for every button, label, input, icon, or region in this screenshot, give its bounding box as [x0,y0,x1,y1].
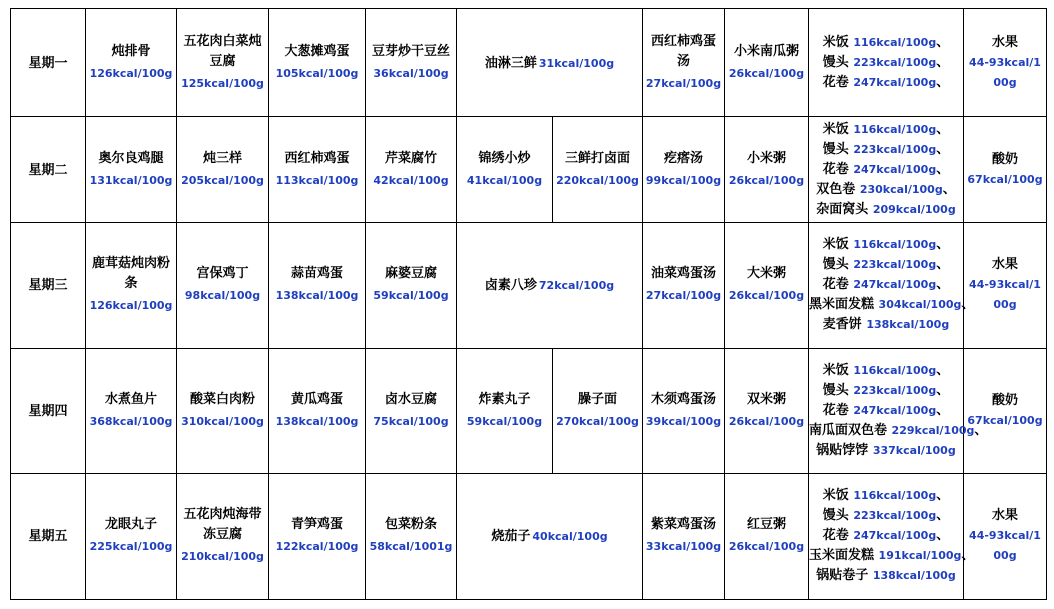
staple-name: 米饭 [822,121,849,137]
staple-item [809,361,963,381]
staple-kcal: 116kcal/100g [853,35,937,49]
staple-name: 馒头 [822,508,849,524]
staple-separator: 、 [961,548,975,564]
dish-cell: 卤素八珍 72kcal/100g [457,223,643,348]
dish-cell: 西红柿鸡蛋汤 27kcal/100g [643,9,725,117]
staple-item [809,315,963,335]
staple-name: 花卷 [822,161,849,177]
staple-item [809,180,963,200]
staple-separator: 、 [936,508,950,524]
dish-cell: 烧茄子 40kcal/100g [457,473,643,599]
dish-cell: 蒜苗鸡蛋 138kcal/100g [269,223,366,348]
dish-cell: 炖排骨 126kcal/100g [86,9,177,117]
dish-cell: 双米粥 26kcal/100g [725,348,809,473]
staple-separator: 、 [936,257,950,273]
staple-kcal: 337kcal/100g [872,443,956,457]
staple-item [809,546,975,566]
staple-item [809,140,963,160]
staple-kcal: 247kcal/100g [853,75,937,89]
menu-row-wednesday [11,223,1047,348]
staple-kcal: 247kcal/100g [853,162,937,176]
dish-cell: 大米粥 26kcal/100g [725,223,809,348]
dish-cell: 三鲜打卤面 220kcal/100g [553,117,643,223]
staple-kcal: 116kcal/100g [853,363,937,377]
extra-cell: 水果 44-93kcal/100g [964,9,1047,117]
staple-name: 米饭 [822,34,849,50]
dish-cell: 水煮鱼片 368kcal/100g [86,348,177,473]
staple-name: 玉米面发糕 [809,548,875,564]
dish-cell: 奥尔良鸡腿 131kcal/100g [86,117,177,223]
staple-item [809,441,963,461]
staple-separator: 、 [936,141,950,157]
staple-kcal: 138kcal/100g [866,318,950,332]
staple-item [809,73,963,93]
staple-name: 米饭 [822,237,849,253]
extra-cell: 水果 44-93kcal/100g [964,473,1047,599]
staple-separator: 、 [936,488,950,504]
day-cell: 星期一 [11,9,86,117]
dish-cell: 小米粥 26kcal/100g [725,117,809,223]
dish-cell: 龙眼丸子 225kcal/100g [86,473,177,599]
dish-cell: 红豆粥 26kcal/100g [725,473,809,599]
staple-item [809,381,963,401]
dish-cell: 油淋三鲜 31kcal/100g [457,9,643,117]
staple-separator: 、 [961,297,975,313]
staple-name: 南瓜面双色卷 [809,422,888,438]
staple-separator: 、 [936,34,950,50]
staple-separator: 、 [936,277,950,293]
staple-separator: 、 [936,528,950,544]
staple-name: 花卷 [822,74,849,90]
staple-item [809,235,963,255]
staple-separator: 、 [936,237,950,253]
dish-cell: 炸素丸子 59kcal/100g [457,348,553,473]
dish-cell: 青笋鸡蛋 122kcal/100g [269,473,366,599]
staple-name: 花卷 [822,528,849,544]
dish-cell: 锦绣小炒 41kcal/100g [457,117,553,223]
staple-kcal: 230kcal/100g [859,182,943,196]
staple-name: 馒头 [822,54,849,70]
dish-cell: 五花肉白菜炖豆腐 125kcal/100g [177,9,269,117]
staple-name: 杂面窝头 [816,201,869,217]
staple-cell [809,117,964,223]
staple-cell [809,223,975,348]
dish-cell: 臊子面 270kcal/100g [553,348,643,473]
staple-kcal: 191kcal/100g [878,549,962,563]
staple-separator: 、 [936,362,950,378]
dish-cell: 卤水豆腐 75kcal/100g [366,348,457,473]
staple-separator: 、 [936,74,950,90]
staple-item [809,255,963,275]
dish-cell: 黄瓜鸡蛋 138kcal/100g [269,348,366,473]
staple-name: 馒头 [822,257,849,273]
staple-name: 花卷 [822,402,849,418]
staple-item [809,160,963,180]
staple-item [809,566,963,586]
staple-kcal: 223kcal/100g [853,55,937,69]
staple-cell [809,473,975,599]
menu-row-monday [11,9,1047,117]
staple-item [809,526,963,546]
staple-kcal: 223kcal/100g [853,509,937,523]
weekly-menu-table [10,8,1047,600]
menu-row-thursday [11,348,1047,473]
staple-name: 双色卷 [816,181,856,197]
staple-kcal: 138kcal/100g [872,569,956,583]
staple-name: 黑米面发糕 [809,297,875,313]
dish-cell: 大葱摊鸡蛋 105kcal/100g [269,9,366,117]
staple-name: 馒头 [822,141,849,157]
staple-separator: 、 [974,422,988,438]
staple-separator: 、 [942,181,956,197]
staple-item [809,486,963,506]
dish-cell: 炖三样 205kcal/100g [177,117,269,223]
menu-row-friday [11,473,1047,599]
staple-name: 锅贴饽饽 [816,442,869,458]
dish-cell: 紫菜鸡蛋汤 33kcal/100g [643,473,725,599]
staple-separator: 、 [936,54,950,70]
staple-item [809,53,963,73]
dish-cell: 五花肉炖海带冻豆腐 210kcal/100g [177,473,269,599]
staple-item [809,421,988,441]
staple-kcal: 247kcal/100g [853,403,937,417]
day-cell: 星期四 [11,348,86,473]
staple-separator: 、 [936,402,950,418]
staple-kcal: 116kcal/100g [853,489,937,503]
staple-kcal: 247kcal/100g [853,278,937,292]
staple-name: 锅贴卷子 [816,568,869,584]
staple-item [809,295,975,315]
dish-cell: 小米南瓜粥 26kcal/100g [725,9,809,117]
dish-cell: 疙瘩汤 99kcal/100g [643,117,725,223]
extra-cell: 酸奶 67kcal/100g [964,348,1047,473]
staple-kcal: 223kcal/100g [853,142,937,156]
day-cell: 星期三 [11,223,86,348]
extra-cell: 水果 44-93kcal/100g [964,223,1047,348]
staple-kcal: 304kcal/100g [878,298,962,312]
staple-item [809,120,963,140]
staple-separator: 、 [936,121,950,137]
staple-kcal: 229kcal/100g [891,423,975,437]
dish-cell: 包菜粉条 58kcal/1001g [366,473,457,599]
staple-name: 麦香饼 [822,317,862,333]
dish-cell: 油菜鸡蛋汤 27kcal/100g [643,223,725,348]
staple-item [809,506,963,526]
staple-name: 米饭 [822,488,849,504]
staple-kcal: 223kcal/100g [853,258,937,272]
dish-cell: 麻婆豆腐 59kcal/100g [366,223,457,348]
staple-kcal: 247kcal/100g [853,529,937,543]
staple-name: 花卷 [822,277,849,293]
staple-separator: 、 [936,382,950,398]
staple-name: 米饭 [822,362,849,378]
dish-cell: 酸菜白肉粉 310kcal/100g [177,348,269,473]
day-cell: 星期五 [11,473,86,599]
staple-kcal: 223kcal/100g [853,383,937,397]
dish-cell: 木须鸡蛋汤 39kcal/100g [643,348,725,473]
staple-item [809,275,963,295]
staple-cell [809,348,988,473]
dish-cell: 宫保鸡丁 98kcal/100g [177,223,269,348]
staple-kcal: 209kcal/100g [872,202,956,216]
day-cell: 星期二 [11,117,86,223]
dish-cell: 西红柿鸡蛋 113kcal/100g [269,117,366,223]
staple-cell [809,9,964,117]
dish-cell: 豆芽炒干豆丝 36kcal/100g [366,9,457,117]
dish-cell: 鹿茸菇炖肉粉条 126kcal/100g [86,223,177,348]
dish-cell: 芹菜腐竹 42kcal/100g [366,117,457,223]
staple-separator: 、 [936,161,950,177]
staple-kcal: 116kcal/100g [853,122,937,136]
extra-cell: 酸奶 67kcal/100g [964,117,1047,223]
staple-item [809,33,963,53]
menu-row-tuesday [11,117,1047,223]
staple-name: 馒头 [822,382,849,398]
staple-kcal: 116kcal/100g [853,238,937,252]
staple-item [809,401,963,421]
staple-item [809,200,963,220]
